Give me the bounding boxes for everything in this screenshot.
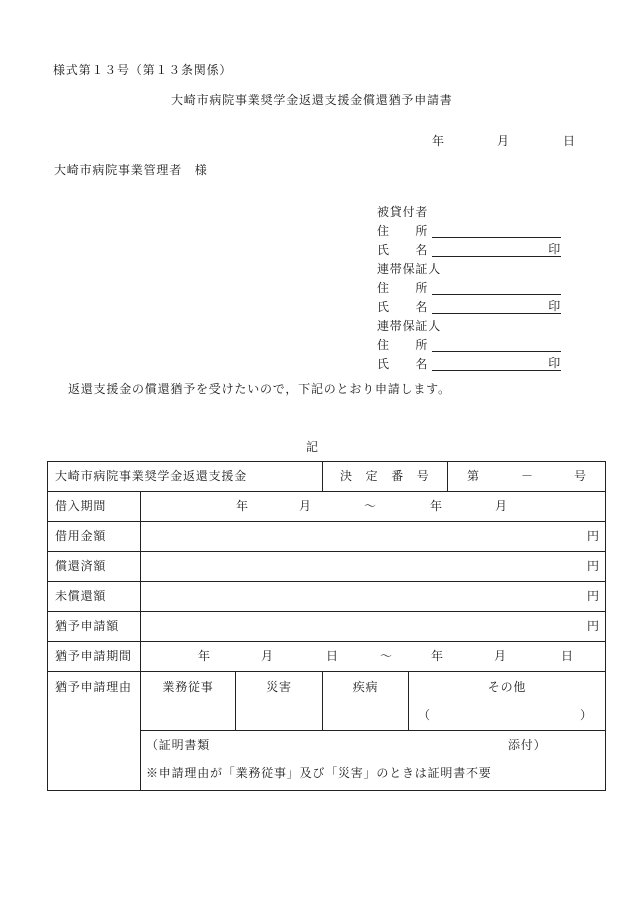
deferral-amount-label: 猶予申請額 (55, 619, 120, 633)
deferral-reason-label: 猶予申請理由 (55, 680, 132, 694)
decision-number-label-cell (322, 461, 448, 492)
other-reason-close-paren: ） (580, 708, 593, 722)
reason-option-work-label: 業務従事 (162, 680, 214, 694)
borrower-address-label: 住 所 (377, 224, 429, 238)
decision-number-field[interactable] (447, 461, 606, 492)
guarantor-1-address-field[interactable] (432, 281, 561, 295)
deferral-amount-label-cell (47, 611, 141, 642)
unpaid-amount-field[interactable] (140, 581, 606, 612)
guarantor-1-seal-mark: 印 (548, 299, 561, 313)
decision-number-dash: － (521, 469, 534, 483)
deferral-period-from-year: 年 (198, 649, 211, 663)
unpaid-amount-unit: 円 (587, 589, 600, 603)
deferral-period-to-year: 年 (431, 649, 444, 663)
repaid-amount-label-cell (47, 551, 141, 582)
loan-amount-label-cell (47, 521, 141, 552)
deferral-amount-field[interactable] (140, 611, 606, 642)
guarantor-2-role: 連帯保証人 (377, 319, 442, 333)
reason-option-disaster-label: 災害 (266, 680, 292, 694)
reason-option-illness-label: 疾病 (352, 680, 379, 694)
loan-amount-field[interactable] (140, 521, 606, 552)
loan-amount-unit: 円 (587, 529, 600, 543)
guarantor-1-role: 連帯保証人 (377, 262, 442, 276)
reason-option-illness[interactable] (322, 671, 409, 731)
guarantor-1-name-field[interactable] (432, 300, 561, 314)
guarantor-2-name-field[interactable] (432, 357, 561, 371)
guarantor-2-address-label: 住 所 (377, 338, 429, 352)
deferral-period-label: 猶予申請期間 (55, 649, 132, 663)
form-number: 様式第１３号（第１３条関係） (53, 63, 233, 77)
borrower-address-field[interactable] (432, 224, 561, 238)
unpaid-amount-label: 未償還額 (55, 589, 107, 603)
deferral-period-tilde: 〜 (380, 649, 393, 663)
scholarship-name: 大崎市病院事業奨学金返還支援金 (55, 469, 248, 483)
loan-period-label-cell (47, 491, 141, 522)
unpaid-amount-label-cell (47, 581, 141, 612)
loan-period-to-year: 年 (430, 499, 443, 513)
date-month-label: 月 (497, 134, 510, 148)
document-title: 大崎市病院事業奨学金返還支援金償還猶予申請書 (171, 93, 453, 107)
borrower-role: 被貸付者 (377, 205, 429, 219)
loan-period-label: 借入期間 (55, 499, 107, 513)
guarantor-1-address-label: 住 所 (377, 281, 429, 295)
borrower-name-field[interactable] (432, 243, 561, 257)
decision-number-label: 決 定 番 号 (340, 469, 430, 483)
repaid-amount-unit: 円 (587, 559, 600, 573)
repaid-amount-field[interactable] (140, 551, 606, 582)
loan-amount-label: 借用金額 (55, 529, 107, 543)
certificate-note: ※申請理由が「業務従事」及び「災害」のときは証明書不要 (146, 766, 492, 780)
repaid-amount-label: 償還済額 (55, 559, 107, 573)
deferral-amount-unit: 円 (587, 619, 600, 633)
deferral-period-from-month: 月 (261, 649, 274, 663)
reason-option-disaster[interactable] (235, 671, 323, 731)
deferral-period-field[interactable] (140, 641, 606, 672)
deferral-reason-label-cell (47, 671, 141, 791)
date-year-label: 年 (432, 134, 445, 148)
loan-period-field[interactable] (140, 491, 606, 522)
guarantor-2-name-label: 氏 名 (377, 357, 429, 371)
certificate-cell[interactable] (140, 730, 606, 791)
certificate-close: 添付） (508, 738, 547, 752)
reason-option-other[interactable] (408, 671, 606, 731)
decision-number-prefix: 第 (467, 469, 480, 483)
decision-number-suffix: 号 (574, 469, 587, 483)
guarantor-2-seal-mark: 印 (548, 356, 561, 370)
deferral-period-from-day: 日 (326, 649, 339, 663)
date-day-label: 日 (563, 134, 576, 148)
other-reason-open-paren: （ (418, 708, 431, 722)
scholarship-name-cell (47, 461, 323, 492)
addressee: 大崎市病院事業管理者 様 (54, 163, 208, 177)
loan-period-tilde: 〜 (364, 499, 377, 513)
guarantor-1-name-label: 氏 名 (377, 300, 429, 314)
loan-period-from-year: 年 (236, 499, 249, 513)
loan-period-to-month: 月 (495, 499, 508, 513)
application-statement: 返還支援金の償還猶予を受けたいので，下記のとおり申請します。 (68, 382, 451, 396)
borrower-seal-mark: 印 (548, 242, 561, 256)
note-heading: 記 (306, 440, 319, 454)
loan-period-from-month: 月 (299, 499, 312, 513)
reason-option-work[interactable] (140, 671, 236, 731)
reason-option-other-label: その他 (487, 680, 527, 694)
certificate-open: （証明書類 (146, 738, 211, 752)
deferral-period-label-cell (47, 641, 141, 672)
deferral-period-to-month: 月 (494, 649, 507, 663)
borrower-name-label: 氏 名 (377, 243, 429, 257)
deferral-period-to-day: 日 (561, 649, 574, 663)
guarantor-2-address-field[interactable] (432, 338, 561, 352)
